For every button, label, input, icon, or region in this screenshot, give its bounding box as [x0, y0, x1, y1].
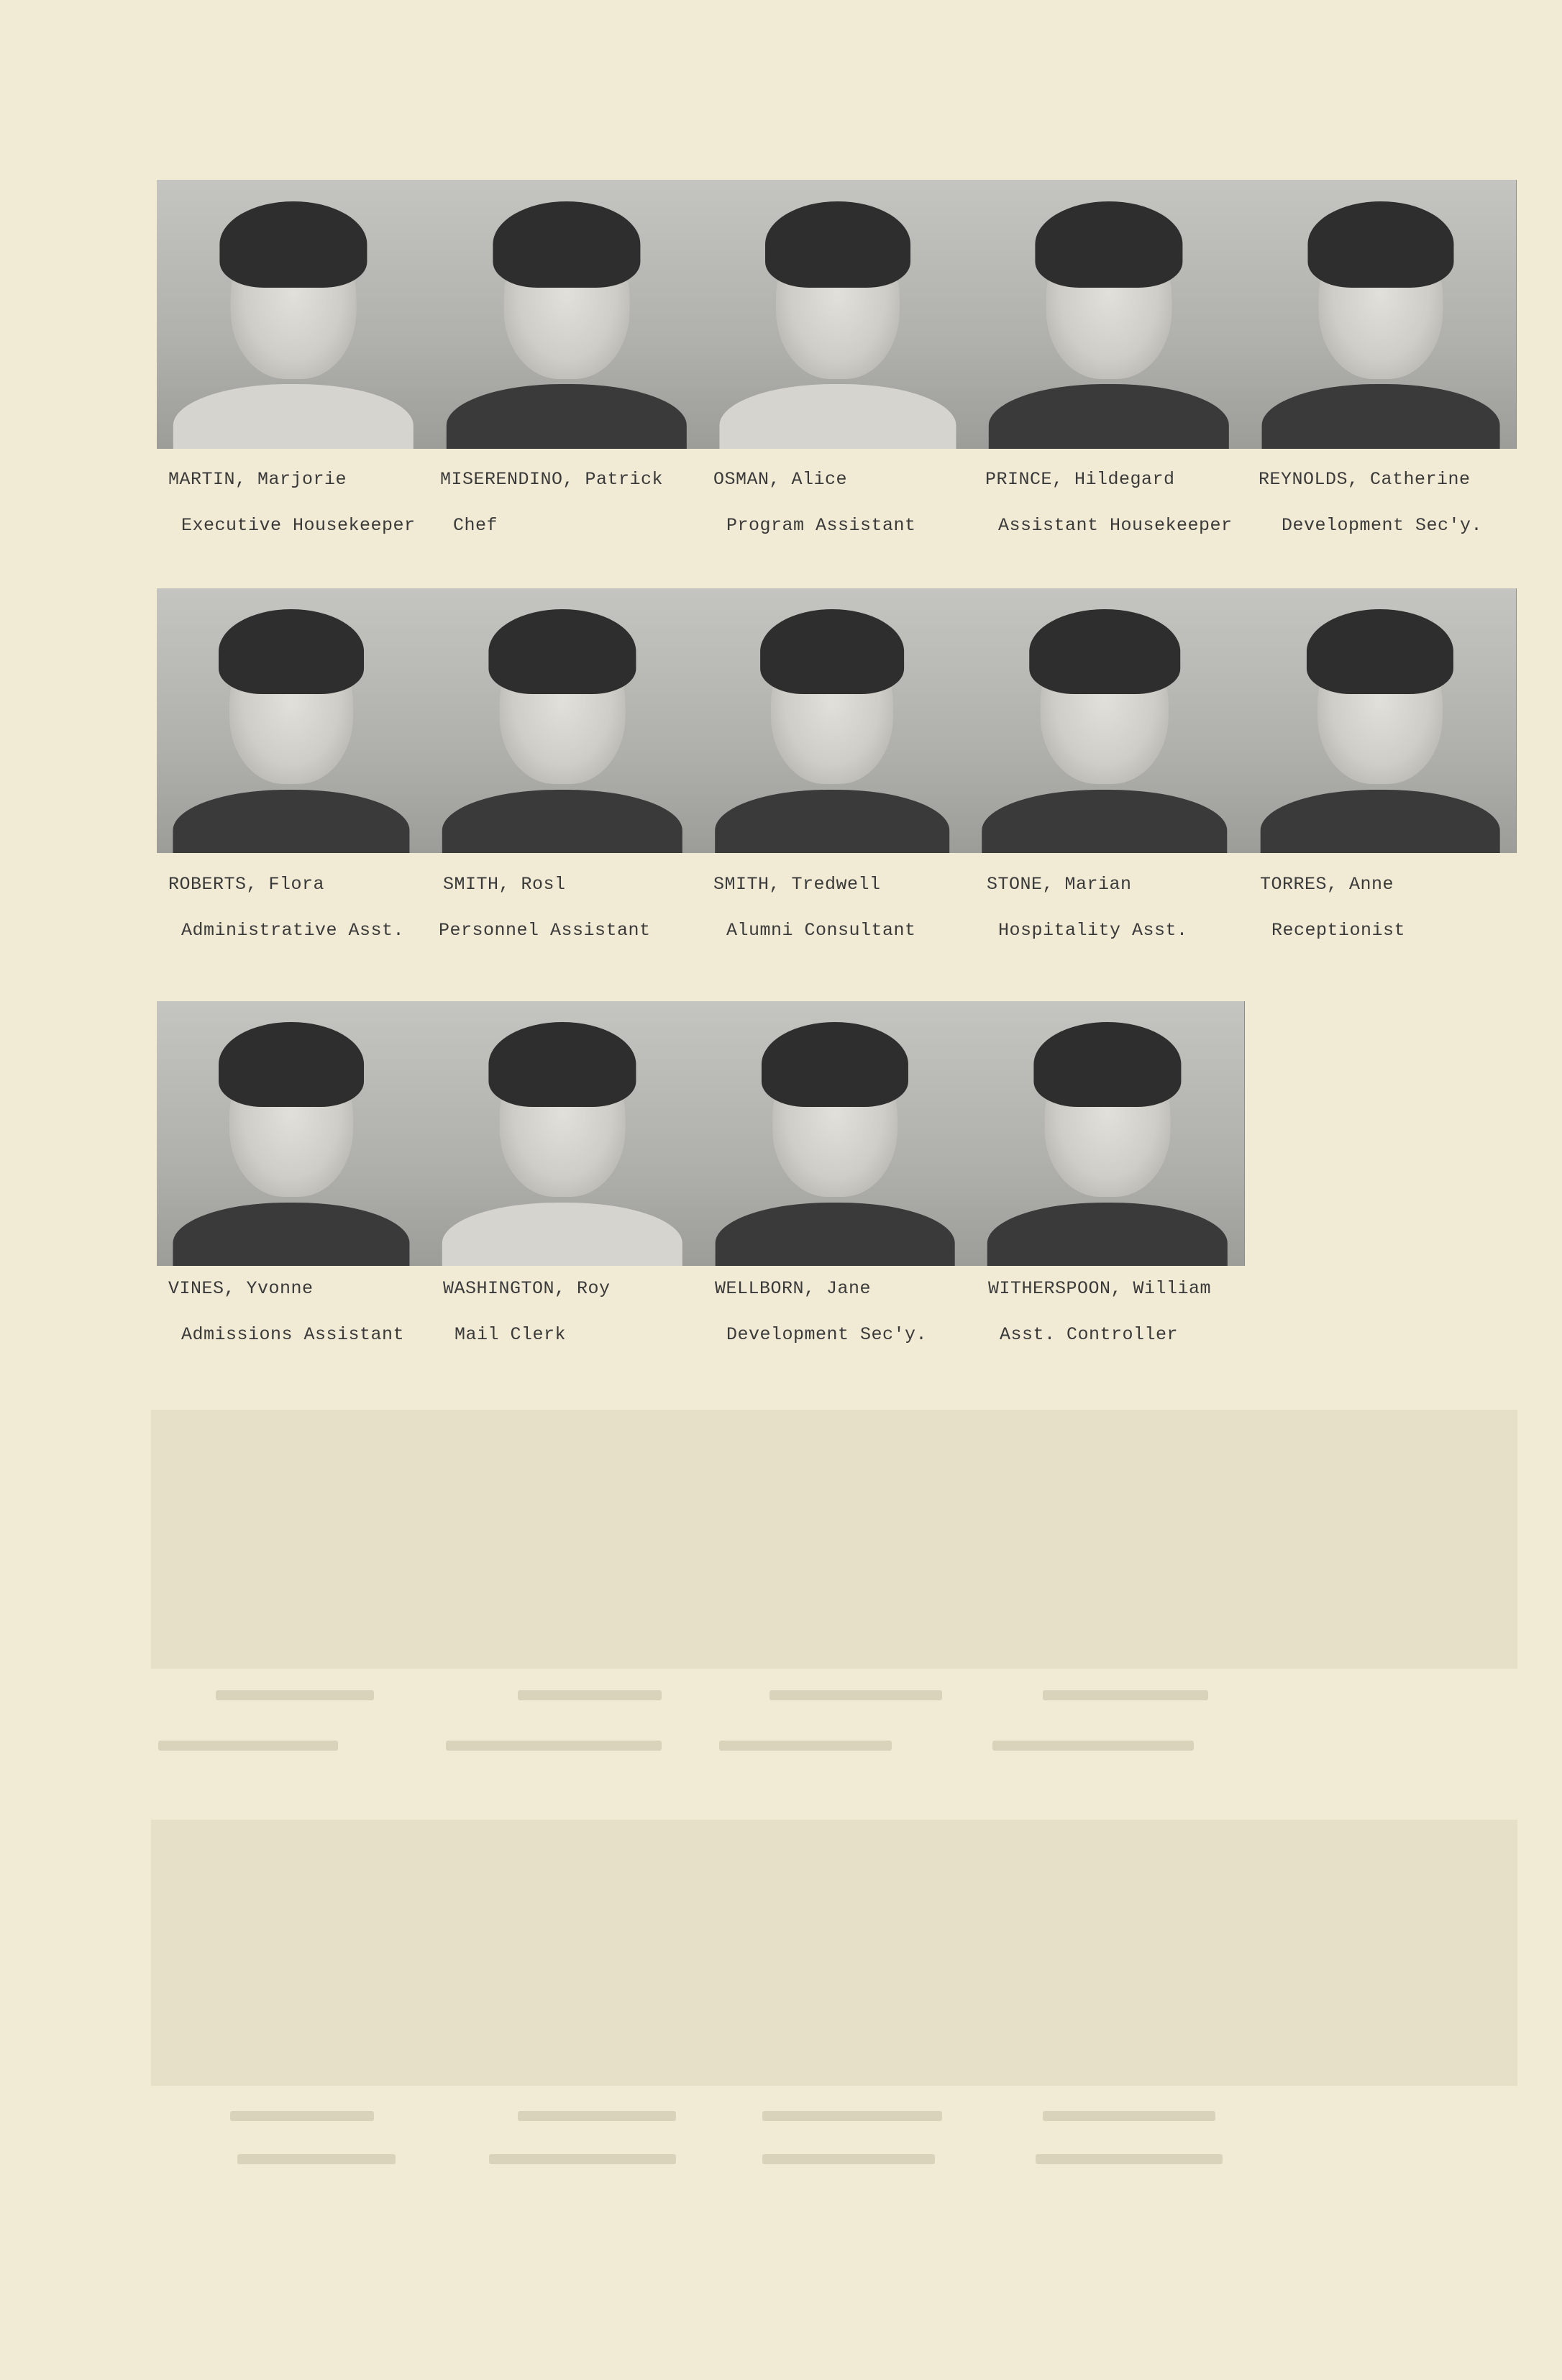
staff-title: Assistant Housekeeper: [998, 515, 1233, 536]
staff-name: SMITH, Tredwell: [713, 874, 881, 895]
staff-title: Personnel Assistant: [439, 920, 651, 941]
staff-name: WELLBORN, Jane: [715, 1278, 872, 1299]
portrait-photo: [971, 1001, 1245, 1266]
bleed-through-shadow: [151, 1820, 1517, 2086]
staff-title: Chef: [453, 515, 498, 536]
portrait-photo: [703, 180, 973, 449]
staff-title: Hospitality Asst.: [998, 920, 1188, 941]
staff-name: STONE, Marian: [987, 874, 1132, 895]
portrait-photo: [972, 180, 1246, 449]
bleed-through-shadow: [1036, 2154, 1223, 2164]
staff-name: ROBERTS, Flora: [168, 874, 325, 895]
staff-name: TORRES, Anne: [1260, 874, 1394, 895]
staff-name: WITHERSPOON, William: [988, 1278, 1212, 1299]
portrait-photo: [157, 588, 426, 853]
staff-name: OSMAN, Alice: [713, 469, 848, 490]
portrait-photo: [157, 1001, 426, 1266]
bleed-through-shadow: [769, 1690, 942, 1700]
staff-name: WASHINGTON, Roy: [443, 1278, 611, 1299]
bleed-through-shadow: [237, 2154, 396, 2164]
staff-name: MARTIN, Marjorie: [168, 469, 347, 490]
staff-title: Development Sec'y.: [726, 1324, 928, 1345]
portrait-photo: [1244, 588, 1517, 853]
portrait-photo: [426, 588, 700, 853]
staff-name: SMITH, Rosl: [443, 874, 566, 895]
staff-name: MISERENDINO, Patrick: [440, 469, 664, 490]
portrait-photo: [699, 588, 966, 853]
staff-name: VINES, Yvonne: [168, 1278, 314, 1299]
bleed-through-shadow: [719, 1741, 892, 1751]
staff-title: Executive Housekeeper: [181, 515, 416, 536]
bleed-through-shadow: [446, 1741, 662, 1751]
portrait-photo: [1246, 180, 1517, 449]
bleed-through-shadow: [762, 2111, 942, 2121]
bleed-through-shadow: [151, 1410, 1517, 1669]
portrait-photo: [699, 1001, 972, 1266]
staff-name: PRINCE, Hildegard: [985, 469, 1175, 490]
portrait-photo: [430, 180, 704, 449]
bleed-through-shadow: [518, 1690, 662, 1700]
staff-title: Receptionist: [1271, 920, 1406, 941]
staff-title: Admissions Assistant: [181, 1324, 405, 1345]
staff-title: Mail Clerk: [455, 1324, 567, 1345]
staff-title: Asst. Controller: [1000, 1324, 1179, 1345]
bleed-through-shadow: [230, 2111, 374, 2121]
bleed-through-shadow: [216, 1690, 374, 1700]
portrait-photo: [157, 180, 431, 449]
bleed-through-shadow: [518, 2111, 676, 2121]
bleed-through-shadow: [158, 1741, 338, 1751]
staff-title: Alumni Consultant: [726, 920, 916, 941]
portrait-photo: [426, 1001, 700, 1266]
bleed-through-shadow: [1043, 1690, 1208, 1700]
bleed-through-shadow: [1043, 2111, 1215, 2121]
staff-title: Development Sec'y.: [1282, 515, 1483, 536]
staff-name: REYNOLDS, Catherine: [1259, 469, 1471, 490]
bleed-through-shadow: [762, 2154, 935, 2164]
bleed-through-shadow: [992, 1741, 1194, 1751]
staff-title: Administrative Asst.: [181, 920, 405, 941]
bleed-through-shadow: [489, 2154, 676, 2164]
staff-title: Program Assistant: [726, 515, 916, 536]
portrait-photo: [965, 588, 1245, 853]
